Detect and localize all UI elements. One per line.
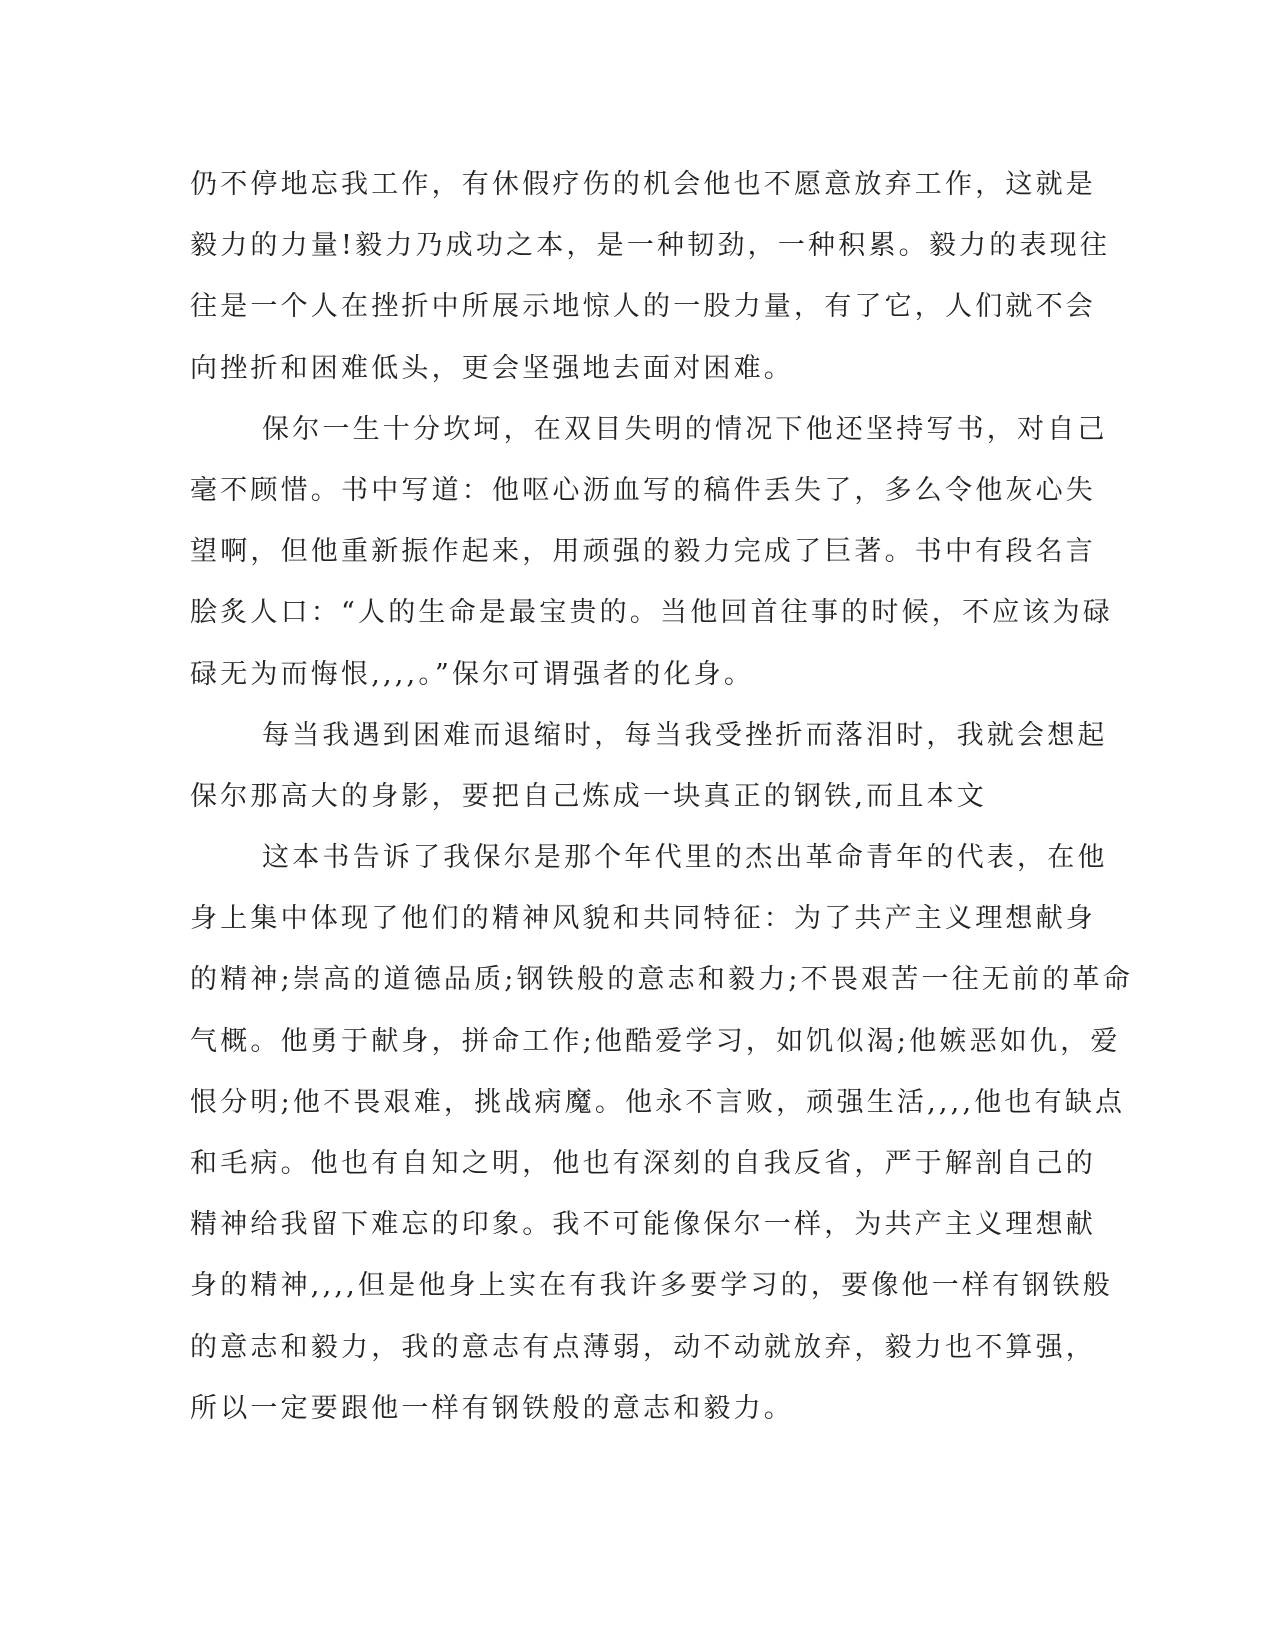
text-line: 毅力的力量!毅力乃成功之本，是一种韧劲，一种积累。毅力的表现往 xyxy=(190,230,1111,262)
text-line: 所以一定要跟他一样有钢铁般的意志和毅力。 xyxy=(190,1392,794,1424)
text-line: 气概。他勇于献身，拼命工作;他酷爱学习，如饥似渴;他嫉恶如仇，爱 xyxy=(190,1025,1121,1057)
text-line: 身的精神,,,,但是他身上实在有我许多要学习的，要像他一样有钢铁般 xyxy=(190,1270,1113,1302)
text-line: 脍炙人口：“人的生命是最宝贵的。当他回首往事的时候，不应该为碌 xyxy=(190,597,1114,629)
text-line: 向挫折和困难低头，更会坚强地去面对困难。 xyxy=(190,352,794,384)
text-line: 碌无为而悔恨,,,,。”保尔可谓强者的化身。 xyxy=(190,658,755,690)
paragraph-start-line: 这本书告诉了我保尔是那个年代里的杰出革命青年的代表，在他 xyxy=(262,842,1108,874)
text-line: 精神给我留下难忘的印象。我不可能像保尔一样，为共产主义理想献 xyxy=(190,1209,1096,1241)
text-line: 和毛病。他也有自知之明，他也有深刻的自我反省，严于解剖自己的 xyxy=(190,1148,1096,1179)
body-text xyxy=(190,154,1133,1439)
text-line: 望啊，但他重新振作起来，用顽强的毅力完成了巨著。书中有段名言 xyxy=(190,536,1096,568)
paragraph-start-line: 保尔一生十分坎坷，在双目失明的情况下他还坚持写书，对自己 xyxy=(262,413,1108,445)
text-line: 身上集中体现了他们的精神风貌和共同特征：为了共产主义理想献身 xyxy=(190,903,1096,935)
text-line: 仍不停地忘我工作，有休假疗伤的机会他也不愿意放弃工作，这就是 xyxy=(190,169,1096,200)
paragraph-start-line: 每当我遇到困难而退缩时，每当我受挫折而落泪时，我就会想起 xyxy=(262,719,1108,751)
text-line: 的意志和毅力，我的意志有点薄弱，动不动就放弃，毅力也不算强， xyxy=(190,1331,1096,1363)
text-line: 往是一个人在挫折中所展示地惊人的一股力量，有了它，人们就不会 xyxy=(190,291,1096,323)
text-line: 保尔那高大的身影，要把自己炼成一块真正的钢铁,而且本文 xyxy=(190,780,987,812)
text-line: 的精神;崇高的道德品质;钢铁般的意志和毅力;不畏艰苦一往无前的革命 xyxy=(190,964,1133,996)
text-line: 恨分明;他不畏艰难，挑战病魔。他永不言败，顽强生活,,,,他也有缺点 xyxy=(190,1086,1126,1118)
text-line: 毫不顾惜。书中写道：他呕心沥血写的稿件丢失了，多么令他灰心失 xyxy=(190,474,1096,506)
